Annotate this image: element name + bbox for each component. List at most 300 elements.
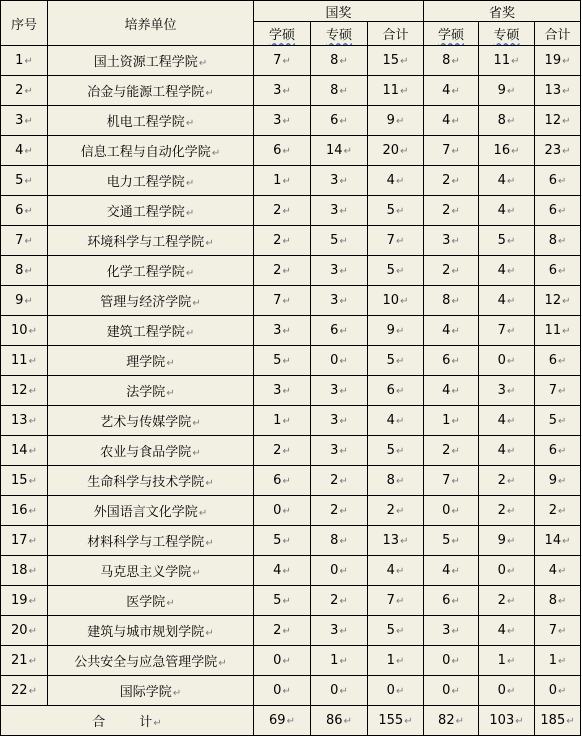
paragraph-mark-icon: ↵ — [205, 628, 214, 639]
table-row — [1, 556, 581, 586]
paragraph-mark-icon: ↵ — [28, 566, 37, 577]
paragraph-mark-icon: ↵ — [24, 86, 33, 97]
cell-unit: 建筑与城市规划学院↵ — [48, 616, 254, 646]
cell-national-professional: 5↵ — [311, 226, 368, 256]
cell-national-professional: 3↵ — [311, 376, 368, 406]
paragraph-mark-icon: ↵ — [339, 536, 348, 547]
cell-unit: 信息工程与自动化学院↵ — [48, 136, 254, 166]
paragraph-mark-icon: ↵ — [451, 566, 460, 577]
cell-seq: 22↵ — [1, 676, 48, 706]
cell-provincial-subtotal: 0↵ — [535, 676, 581, 706]
paragraph-mark-icon: ↵ — [24, 56, 33, 67]
paragraph-mark-icon: ↵ — [282, 236, 291, 247]
cell-national-subtotal: 20↵ — [368, 136, 424, 166]
cell-provincial-professional: 7↵ — [479, 316, 535, 346]
header-national-subtotal: 合计 — [368, 22, 424, 46]
cell-provincial-subtotal: 19↵ — [535, 46, 581, 76]
cell-national-professional: 8↵ — [311, 526, 368, 556]
cell-provincial-professional: 4↵ — [479, 616, 535, 646]
cell-provincial-subtotal: 6↵ — [535, 436, 581, 466]
table-row — [1, 196, 581, 226]
cell-unit: 国土资源工程学院↵ — [48, 46, 254, 76]
cell-provincial-subtotal: 7↵ — [535, 616, 581, 646]
paragraph-mark-icon: ↵ — [28, 536, 37, 547]
paragraph-mark-icon: ↵ — [339, 416, 348, 427]
paragraph-mark-icon: ↵ — [395, 506, 405, 517]
cell-seq: 20↵ — [1, 616, 48, 646]
total-national-professional: 86↵ — [311, 706, 368, 736]
paragraph-mark-icon: ↵ — [339, 506, 348, 517]
cell-provincial-professional: 0↵ — [479, 676, 535, 706]
cell-provincial-subtotal: 1↵ — [535, 646, 581, 676]
total-provincial-academic: 82↵ — [424, 706, 479, 736]
paragraph-mark-icon: ↵ — [506, 416, 516, 427]
paragraph-mark-icon: ↵ — [506, 446, 516, 457]
cell-unit: 马克思主义学院↵ — [48, 556, 254, 586]
paragraph-mark-icon: ↵ — [28, 326, 37, 337]
total-national-academic: 69↵ — [254, 706, 311, 736]
cell-provincial-professional: 4↵ — [479, 286, 535, 316]
paragraph-mark-icon: ↵ — [395, 596, 405, 607]
cell-unit: 农业与食品学院↵ — [48, 436, 254, 466]
paragraph-mark-icon: ↵ — [400, 296, 409, 307]
paragraph-mark-icon: ↵ — [166, 358, 175, 369]
paragraph-mark-icon: ↵ — [24, 236, 33, 247]
paragraph-mark-icon: ↵ — [198, 508, 208, 519]
paragraph-mark-icon: ↵ — [451, 446, 460, 457]
cell-national-subtotal: 13↵ — [368, 526, 424, 556]
paragraph-mark-icon: ↵ — [28, 476, 37, 487]
cell-national-academic: 1↵ — [254, 406, 311, 436]
paragraph-mark-icon: ↵ — [562, 326, 571, 337]
paragraph-mark-icon: ↵ — [282, 266, 291, 277]
paragraph-mark-icon: ↵ — [24, 116, 33, 127]
table-body — [1, 46, 581, 706]
paragraph-mark-icon: ↵ — [205, 88, 214, 99]
cell-national-academic: 2↵ — [254, 256, 311, 286]
cell-provincial-subtotal: 12↵ — [535, 286, 581, 316]
table-row — [1, 586, 581, 616]
cell-national-academic: 0↵ — [254, 496, 311, 526]
cell-national-professional: 3↵ — [311, 256, 368, 286]
cell-seq: 6↵ — [1, 196, 48, 226]
cell-national-professional: 8↵ — [311, 46, 368, 76]
paragraph-mark-icon: ↵ — [282, 626, 291, 637]
cell-provincial-subtotal: 23↵ — [535, 136, 581, 166]
table-row — [1, 106, 581, 136]
table-row — [1, 226, 581, 256]
paragraph-mark-icon: ↵ — [205, 538, 214, 549]
cell-provincial-subtotal: 8↵ — [535, 226, 581, 256]
cell-unit: 法学院↵ — [48, 376, 254, 406]
cell-provincial-academic: 8↵ — [424, 46, 479, 76]
cell-national-professional: 6↵ — [311, 106, 368, 136]
paragraph-mark-icon: ↵ — [24, 206, 33, 217]
paragraph-mark-icon: ↵ — [24, 266, 33, 277]
cell-national-subtotal: 4↵ — [368, 406, 424, 436]
cell-provincial-subtotal: 6↵ — [535, 346, 581, 376]
paragraph-mark-icon: ↵ — [339, 266, 348, 277]
paragraph-mark-icon: ↵ — [205, 478, 214, 489]
cell-national-professional: 3↵ — [311, 616, 368, 646]
cell-provincial-academic: 1↵ — [424, 406, 479, 436]
paragraph-mark-icon: ↵ — [562, 116, 571, 127]
cell-provincial-professional: 4↵ — [479, 256, 535, 286]
cell-seq: 11↵ — [1, 346, 48, 376]
cell-national-professional: 3↵ — [311, 286, 368, 316]
paragraph-mark-icon: ↵ — [28, 416, 37, 427]
cell-provincial-professional: 4↵ — [479, 166, 535, 196]
paragraph-mark-icon: ↵ — [185, 328, 195, 339]
cell-provincial-subtotal: 13↵ — [535, 76, 581, 106]
cell-national-subtotal: 8↵ — [368, 466, 424, 496]
cell-national-subtotal: 9↵ — [368, 316, 424, 346]
cell-national-academic: 1↵ — [254, 166, 311, 196]
cell-provincial-professional: 0↵ — [479, 556, 535, 586]
cell-provincial-academic: 5↵ — [424, 526, 479, 556]
paragraph-mark-icon: ↵ — [506, 176, 516, 187]
paragraph-mark-icon: ↵ — [343, 716, 352, 727]
cell-provincial-academic: 4↵ — [424, 556, 479, 586]
cell-provincial-academic: 4↵ — [424, 376, 479, 406]
cell-unit: 艺术与传媒学院↵ — [48, 406, 254, 436]
cell-provincial-professional: 9↵ — [479, 526, 535, 556]
paragraph-mark-icon: ↵ — [451, 416, 460, 427]
paragraph-mark-icon: ↵ — [282, 176, 291, 187]
cell-national-subtotal: 5↵ — [368, 616, 424, 646]
paragraph-mark-icon: ↵ — [400, 146, 409, 157]
table-row — [1, 376, 581, 406]
cell-provincial-professional: 11↵ — [479, 46, 535, 76]
total-provincial-subtotal: 185↵ — [535, 706, 581, 736]
paragraph-mark-icon: ↵ — [339, 386, 348, 397]
paragraph-mark-icon: ↵ — [395, 416, 405, 427]
paragraph-mark-icon: ↵ — [511, 146, 520, 157]
paragraph-mark-icon: ↵ — [28, 656, 37, 667]
cell-seq: 8↵ — [1, 256, 48, 286]
paragraph-mark-icon: ↵ — [557, 476, 567, 487]
paragraph-mark-icon: ↵ — [557, 416, 567, 427]
cell-unit: 电力工程学院↵ — [48, 166, 254, 196]
cell-provincial-subtotal: 12↵ — [535, 106, 581, 136]
paragraph-mark-icon: ↵ — [451, 146, 460, 157]
paragraph-mark-icon: ↵ — [395, 626, 405, 637]
cell-national-professional: 2↵ — [311, 466, 368, 496]
cell-national-professional: 0↵ — [311, 556, 368, 586]
paragraph-mark-icon: ↵ — [506, 356, 516, 367]
cell-national-professional: 14↵ — [311, 136, 368, 166]
paragraph-mark-icon: ↵ — [506, 266, 516, 277]
paragraph-mark-icon: ↵ — [451, 176, 460, 187]
header-provincial-professional: 专硕 — [479, 22, 535, 46]
cell-national-academic: 3↵ — [254, 376, 311, 406]
paragraph-mark-icon: ↵ — [557, 446, 567, 457]
cell-national-subtotal: 5↵ — [368, 196, 424, 226]
paragraph-mark-icon: ↵ — [339, 236, 348, 247]
paragraph-mark-icon: ↵ — [339, 116, 348, 127]
cell-national-professional: 2↵ — [311, 496, 368, 526]
paragraph-mark-icon: ↵ — [557, 656, 567, 667]
paragraph-mark-icon: ↵ — [451, 356, 460, 367]
paragraph-mark-icon: ↵ — [557, 506, 567, 517]
paragraph-mark-icon: ↵ — [506, 296, 516, 307]
cell-provincial-academic: 7↵ — [424, 466, 479, 496]
paragraph-mark-icon: ↵ — [28, 356, 37, 367]
cell-national-subtotal: 4↵ — [368, 166, 424, 196]
paragraph-mark-icon: ↵ — [166, 598, 175, 609]
paragraph-mark-icon: ↵ — [562, 56, 571, 67]
paragraph-mark-icon: ↵ — [339, 86, 348, 97]
total-provincial-professional: 103↵ — [479, 706, 535, 736]
cell-provincial-academic: 0↵ — [424, 646, 479, 676]
header-provincial-academic: 学硕 — [424, 22, 479, 46]
table-row — [1, 166, 581, 196]
paragraph-mark-icon: ↵ — [211, 148, 221, 159]
paragraph-mark-icon: ↵ — [282, 326, 291, 337]
paragraph-mark-icon: ↵ — [451, 56, 460, 67]
paragraph-mark-icon: ↵ — [557, 206, 567, 217]
paragraph-mark-icon: ↵ — [218, 658, 227, 669]
cell-provincial-academic: 2↵ — [424, 196, 479, 226]
paragraph-mark-icon: ↵ — [28, 446, 37, 457]
paragraph-mark-icon: ↵ — [395, 326, 405, 337]
cell-national-academic: 6↵ — [254, 136, 311, 166]
cell-national-academic: 7↵ — [254, 46, 311, 76]
cell-provincial-subtotal: 6↵ — [535, 256, 581, 286]
paragraph-mark-icon: ↵ — [451, 86, 460, 97]
cell-national-subtotal: 9↵ — [368, 106, 424, 136]
cell-seq: 15↵ — [1, 466, 48, 496]
cell-unit: 外国语言文化学院↵ — [48, 496, 254, 526]
cell-seq: 9↵ — [1, 286, 48, 316]
header-unit: 培养单位 — [48, 1, 254, 46]
paragraph-mark-icon: ↵ — [506, 206, 516, 217]
paragraph-mark-icon: ↵ — [451, 536, 460, 547]
paragraph-mark-icon: ↵ — [506, 656, 516, 667]
paragraph-mark-icon: ↵ — [395, 176, 405, 187]
paragraph-mark-icon: ↵ — [282, 386, 291, 397]
cell-national-subtotal: 1↵ — [368, 646, 424, 676]
paragraph-mark-icon: ↵ — [515, 716, 524, 727]
paragraph-mark-icon: ↵ — [451, 296, 460, 307]
cell-national-academic: 4↵ — [254, 556, 311, 586]
header-row-1 — [1, 1, 581, 22]
cell-seq: 16↵ — [1, 496, 48, 526]
cell-unit: 公共安全与应急管理学院↵ — [48, 646, 254, 676]
paragraph-mark-icon: ↵ — [451, 686, 460, 697]
cell-provincial-professional: 4↵ — [479, 196, 535, 226]
cell-provincial-academic: 0↵ — [424, 676, 479, 706]
cell-provincial-subtotal: 14↵ — [535, 526, 581, 556]
paragraph-mark-icon: ↵ — [506, 686, 516, 697]
paragraph-mark-icon: ↵ — [395, 476, 405, 487]
table-row — [1, 286, 581, 316]
paragraph-mark-icon: ↵ — [451, 596, 460, 607]
cell-seq: 7↵ — [1, 226, 48, 256]
cell-provincial-professional: 0↵ — [479, 346, 535, 376]
cell-national-professional: 0↵ — [311, 346, 368, 376]
cell-national-academic: 7↵ — [254, 286, 311, 316]
paragraph-mark-icon: ↵ — [28, 386, 37, 397]
header-national-academic: 学硕 — [254, 22, 311, 46]
paragraph-mark-icon: ↵ — [282, 506, 291, 517]
paragraph-mark-icon: ↵ — [28, 626, 37, 637]
cell-national-subtotal: 2↵ — [368, 496, 424, 526]
cell-national-professional: 3↵ — [311, 196, 368, 226]
paragraph-mark-icon: ↵ — [339, 326, 348, 337]
paragraph-mark-icon: ↵ — [506, 566, 516, 577]
cell-provincial-subtotal: 7↵ — [535, 376, 581, 406]
cell-national-subtotal: 7↵ — [368, 226, 424, 256]
cell-national-academic: 2↵ — [254, 436, 311, 466]
cell-provincial-professional: 2↵ — [479, 466, 535, 496]
header-provincial-award: 省奖 — [424, 1, 581, 22]
cell-seq: 21↵ — [1, 646, 48, 676]
cell-provincial-subtotal: 9↵ — [535, 466, 581, 496]
cell-seq: 4↵ — [1, 136, 48, 166]
paragraph-mark-icon: ↵ — [343, 146, 352, 157]
paragraph-mark-icon: ↵ — [282, 446, 291, 457]
paragraph-mark-icon: ↵ — [506, 626, 516, 637]
cell-seq: 1↵ — [1, 46, 48, 76]
cell-provincial-professional: 1↵ — [479, 646, 535, 676]
table-row — [1, 466, 581, 496]
paragraph-mark-icon: ↵ — [451, 506, 460, 517]
cell-provincial-subtotal: 6↵ — [535, 166, 581, 196]
table-row — [1, 406, 581, 436]
paragraph-mark-icon: ↵ — [395, 656, 405, 667]
cell-national-academic: 3↵ — [254, 316, 311, 346]
paragraph-mark-icon: ↵ — [192, 298, 201, 309]
paragraph-mark-icon: ↵ — [451, 386, 460, 397]
cell-national-subtotal: 6↵ — [368, 376, 424, 406]
cell-provincial-professional: 8↵ — [479, 106, 535, 136]
cell-seq: 3↵ — [1, 106, 48, 136]
cell-national-professional: 2↵ — [311, 586, 368, 616]
paragraph-mark-icon: ↵ — [282, 566, 291, 577]
paragraph-mark-icon: ↵ — [282, 416, 291, 427]
paragraph-mark-icon: ↵ — [339, 656, 348, 667]
paragraph-mark-icon: ↵ — [557, 176, 567, 187]
paragraph-mark-icon: ↵ — [24, 176, 33, 187]
paragraph-mark-icon: ↵ — [198, 58, 208, 69]
paragraph-mark-icon: ↵ — [395, 686, 405, 697]
paragraph-mark-icon: ↵ — [339, 206, 348, 217]
paragraph-mark-icon: ↵ — [400, 56, 409, 67]
paragraph-mark-icon: ↵ — [557, 356, 567, 367]
cell-national-academic: 0↵ — [254, 676, 311, 706]
paragraph-mark-icon: ↵ — [451, 266, 460, 277]
table-row — [1, 436, 581, 466]
paragraph-mark-icon: ↵ — [451, 476, 460, 487]
cell-national-academic: 6↵ — [254, 466, 311, 496]
paragraph-mark-icon: ↵ — [395, 446, 405, 457]
cell-seq: 14↵ — [1, 436, 48, 466]
cell-provincial-academic: 3↵ — [424, 226, 479, 256]
cell-provincial-professional: 2↵ — [479, 496, 535, 526]
table-row — [1, 646, 581, 676]
paragraph-mark-icon: ↵ — [339, 296, 348, 307]
paragraph-mark-icon: ↵ — [395, 356, 405, 367]
cell-national-academic: 2↵ — [254, 196, 311, 226]
cell-national-subtotal: 5↵ — [368, 256, 424, 286]
paragraph-mark-icon: ↵ — [506, 236, 516, 247]
cell-unit: 环境科学与工程学院↵ — [48, 226, 254, 256]
cell-provincial-academic: 2↵ — [424, 166, 479, 196]
paragraph-mark-icon: ↵ — [282, 686, 291, 697]
table-row — [1, 526, 581, 556]
paragraph-mark-icon: ↵ — [185, 268, 195, 279]
header-provincial-subtotal: 合计 — [535, 22, 581, 46]
paragraph-mark-icon: ↵ — [455, 716, 464, 727]
cell-national-subtotal: 10↵ — [368, 286, 424, 316]
cell-provincial-subtotal: 8↵ — [535, 586, 581, 616]
cell-national-subtotal: 0↵ — [368, 676, 424, 706]
cell-seq: 17↵ — [1, 526, 48, 556]
paragraph-mark-icon: ↵ — [506, 386, 516, 397]
cell-national-academic: 5↵ — [254, 346, 311, 376]
table-row — [1, 256, 581, 286]
paragraph-mark-icon: ↵ — [451, 326, 460, 337]
cell-seq: 18↵ — [1, 556, 48, 586]
cell-unit: 化学工程学院↵ — [48, 256, 254, 286]
paragraph-mark-icon: ↵ — [395, 206, 405, 217]
paragraph-mark-icon: ↵ — [192, 448, 201, 459]
paragraph-mark-icon: ↵ — [192, 418, 201, 429]
paragraph-mark-icon: ↵ — [172, 688, 182, 699]
paragraph-mark-icon: ↵ — [557, 266, 567, 277]
cell-national-subtotal: 5↵ — [368, 346, 424, 376]
cell-provincial-professional: 9↵ — [479, 76, 535, 106]
paragraph-mark-icon: ↵ — [400, 536, 409, 547]
paragraph-mark-icon: ↵ — [395, 116, 405, 127]
paragraph-mark-icon: ↵ — [24, 146, 33, 157]
paragraph-mark-icon: ↵ — [339, 476, 348, 487]
paragraph-mark-icon: ↵ — [282, 596, 291, 607]
cell-provincial-academic: 8↵ — [424, 286, 479, 316]
paragraph-mark-icon: ↵ — [557, 626, 567, 637]
paragraph-mark-icon: ↵ — [282, 296, 291, 307]
cell-national-professional: 6↵ — [311, 316, 368, 346]
paragraph-mark-icon: ↵ — [395, 566, 405, 577]
paragraph-mark-icon: ↵ — [282, 116, 291, 127]
paragraph-mark-icon: ↵ — [451, 206, 460, 217]
header-national-award: 国奖 — [254, 1, 424, 22]
total-row — [1, 706, 581, 736]
paragraph-mark-icon: ↵ — [562, 86, 571, 97]
table-row — [1, 76, 581, 106]
paragraph-mark-icon: ↵ — [339, 566, 348, 577]
paragraph-mark-icon: ↵ — [339, 626, 348, 637]
paragraph-mark-icon: ↵ — [153, 718, 162, 729]
cell-unit: 建筑工程学院↵ — [48, 316, 254, 346]
paragraph-mark-icon: ↵ — [557, 566, 567, 577]
paragraph-mark-icon: ↵ — [282, 356, 291, 367]
cell-national-subtotal: 15↵ — [368, 46, 424, 76]
cell-provincial-academic: 7↵ — [424, 136, 479, 166]
cell-seq: 13↵ — [1, 406, 48, 436]
paragraph-mark-icon: ↵ — [282, 536, 291, 547]
cell-unit: 冶金与能源工程学院↵ — [48, 76, 254, 106]
paragraph-mark-icon: ↵ — [205, 238, 214, 249]
cell-national-professional: 3↵ — [311, 436, 368, 466]
paragraph-mark-icon: ↵ — [395, 386, 405, 397]
table-row — [1, 496, 581, 526]
cell-national-academic: 3↵ — [254, 76, 311, 106]
cell-national-professional: 8↵ — [311, 76, 368, 106]
cell-provincial-academic: 6↵ — [424, 346, 479, 376]
paragraph-mark-icon: ↵ — [404, 716, 413, 727]
